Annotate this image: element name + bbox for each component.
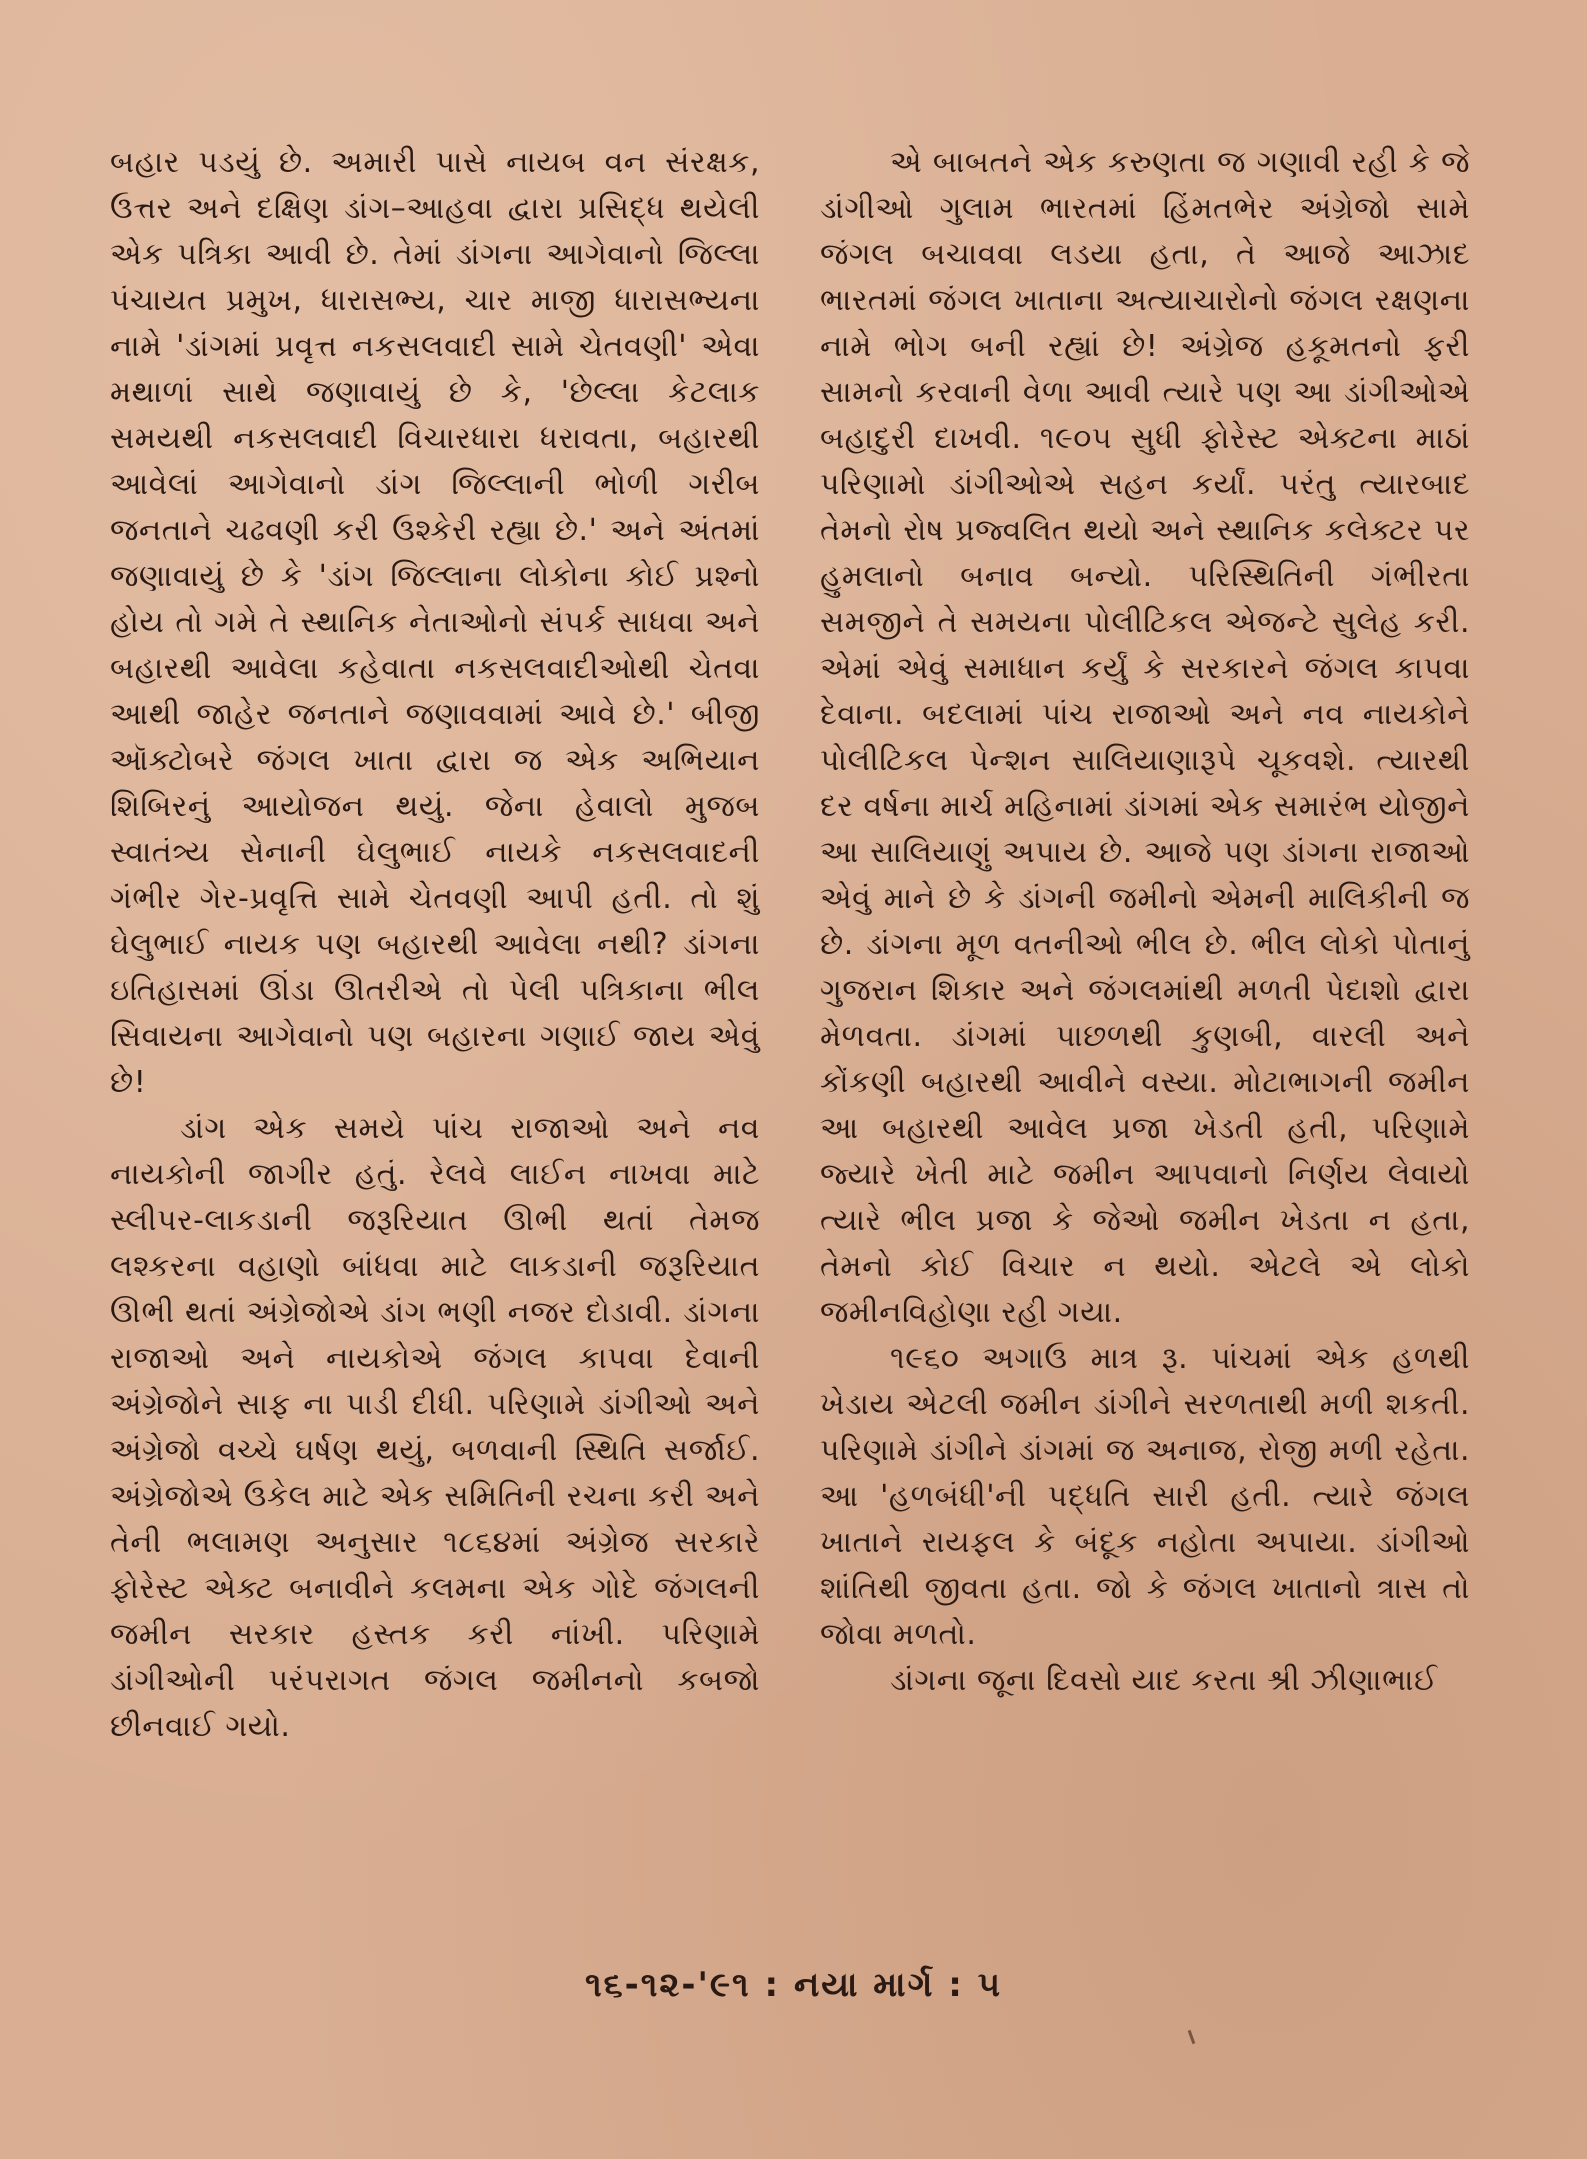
left-paragraph-1: બહાર પડયું છે. અમારી પાસે નાયબ વન સંરક્ષક, ઉત્તર અને દક્ષિણ ડાંગ–આહવા દ્વારા પ્રસિદ્ધ થયેલી એક પત્રિકા આવી છે. તેમાં ડાંગના આગેવાનો જિલ્લા પંચાયત પ્રમુખ, ધારાસભ્ય, ચાર માજી ધારાસભ્યના નામે 'ડાંગમાં પ્રવૃત્ત નકસલવાદી સામે ચેતવણી' એવા મથાળાં સાથે જણાવાયું છે કે, 'છેલ્લા કેટલાક સમયથી નકસલવાદી વિચારધારા ધરાવતા, બહારથી આવેલાં આગેવાનો ડાંગ જિલ્લાની ભોળી ગરીબ જનતાને ચઢવણી કરી ઉશ્કેરી રહ્યા છે.' અને અંતમાં જણાવાયું છે કે 'ડાંગ જિલ્લાના લોકોના કોઈ પ્રશ્નો હોય તો ગમે તે સ્થાનિક નેતાઓનો સંપર્ક સાધવા અને બહારથી આવેલા કહેવાતા નકસલવાદીઓથી ચેતવા આથી જાહેર જનતાને જણાવવામાં આવે છે.' બીજી ઑક્ટોબરે જંગલ ખાતા દ્વારા જ એક અભિયાન શિબિરનું આયોજન થયું. જેના હેવાલો મુજબ સ્વાતંત્ર્ય સેનાની ઘેલુભાઈ નાયકે નકસલવાદની ગંભીર ગેર-પ્રવૃત્તિ સામે ચેતવણી આપી હતી. તો શું ઘેલુભાઈ નાયક પણ બહારથી આવેલા નથી? ડાંગના ઇતિહાસમાં ઊંડા ઊતરીએ તો પેલી પત્રિકાના ભીલ સિવાયના આગેવાનો પણ બહારના ગણાઈ જાય એવું છે! <box>110 145 760 1100</box>
right-paragraph-3: ડાંગના જૂના દિવસો યાદ કરતા શ્રી ઝીણાભાઈ <box>890 1663 1438 1698</box>
left-paragraph-2: ડાંગ એક સમયે પાંચ રાજાઓ અને નવ નાયકોની જાગીર હતું. રેલવે લાઈન નાખવા માટે સ્લીપર-લાકડાની જરૂરિયાત ઊભી થતાં તેમજ લશ્કરના વહાણો બાંધવા માટે લાકડાની જરૂરિયાત ઊભી થતાં અંગ્રેજોએ ડાંગ ભણી નજર દોડાવી. ડાંગના રાજાઓ અને નાયકોએ જંગલ કાપવા દેવાની અંગ્રેજોને સાફ ના પાડી દીધી. પરિણામે ડાંગીઓ અને અંગ્રેજો વચ્ચે ઘર્ષણ થયું, બળવાની સ્થિતિ સર્જાઈ. અંગ્રેજોએ ઉકેલ માટે એક સમિતિની રચના કરી અને તેની ભલામણ અનુસાર ૧૮૬૪માં અંગ્રેજ સરકારે ફોરેસ્ટ એક્ટ બનાવીને કલમના એક ગોદે જંગલની જમીન સરકાર હસ્તક કરી નાંખી. પરિણામે ડાંગીઓની પરંપરાગત જંગલ જમીનનો કબજો છીનવાઈ ગયો. <box>110 1111 760 1744</box>
page-footer: ૧૬-૧૨-'૯૧ : નયા માર્ગ : ૫ <box>584 1965 1003 2005</box>
left-column <box>110 140 760 1750</box>
right-paragraph-2: ૧૯૬૦ અગાઉ માત્ર રૂ. પાંચમાં એક હળથી ખેડાય એટલી જમીન ડાંગીને સરળતાથી મળી શકતી. પરિણામે ડાંગીને ડાંગમાં જ અનાજ, રોજી મળી રહેતા. આ 'હળબંધી'ની પદ્ધતિ સારી હતી. ત્યારે જંગલ ખાતાને રાયફલ કે બંદૂક નહોતા અપાયા. ડાંગીઓ શાંતિથી જીવતા હતા. જો કે જંગલ ખાતાનો ત્રાસ તો જોવા મળતો. <box>820 1341 1470 1652</box>
paper-speck <box>1188 2030 1196 2044</box>
right-column <box>820 140 1470 1704</box>
right-paragraph-1: એ બાબતને એક કરુણતા જ ગણાવી રહી કે જે ડાંગીઓ ગુલામ ભારતમાં હિંમતભેર અંગ્રેજો સામે જંગલ બચાવવા લડયા હતા, તે આજે આઝાદ ભારતમાં જંગલ ખાતાના અત્યાચારોનો જંગલ રક્ષણના નામે ભોગ બની રહ્યાં છે! અંગ્રેજ હકૂમતનો ફરી સામનો કરવાની વેળા આવી ત્યારે પણ આ ડાંગીઓએ બહાદુરી દાખવી. ૧૯૦૫ સુધી ફોરેસ્ટ એક્ટના માઠાં પરિણામો ડાંગીઓએ સહન કર્યાં. પરંતુ ત્યારબાદ તેમનો રોષ પ્રજ્વલિત થયો અને સ્થાનિક કલેક્ટર પર હુમલાનો બનાવ બન્યો. પરિસ્થિતિની ગંભીરતા સમજીને તે સમયના પોલીટિકલ એજન્ટે સુલેહ કરી. એમાં એવું સમાધાન કર્યું કે સરકારને જંગલ કાપવા દેવાના. બદલામાં પાંચ રાજાઓ અને નવ નાયકોને પોલીટિકલ પેન્શન સાલિયાણારૂપે ચૂકવશે. ત્યારથી દર વર્ષના માર્ચ મહિનામાં ડાંગમાં એક સમારંભ યોજીને આ સાલિયાણું અપાય છે. આજે પણ ડાંગના રાજાઓ એવું માને છે કે ડાંગની જમીનો એમની માલિકીની જ છે. ડાંગના મૂળ વતનીઓ ભીલ છે. ભીલ લોકો પોતાનું ગુજરાન શિકાર અને જંગલમાંથી મળતી પેદાશો દ્વારા મેળવતા. ડાંગમાં પાછળથી કુણબી, વારલી અને કોંકણી બહારથી આવીને વસ્યા. મોટાભાગની જમીન આ બહારથી આવેલ પ્રજા ખેડતી હતી, પરિણામે જ્યારે ખેતી માટે જમીન આપવાનો નિર્ણય લેવાયો ત્યારે ભીલ પ્રજા કે જેઓ જમીન ખેડતા ન હતા, તેમનો કોઈ વિચાર ન થયો. એટલે એ લોકો જમીનવિહોણા રહી ગયા. <box>820 145 1470 1330</box>
